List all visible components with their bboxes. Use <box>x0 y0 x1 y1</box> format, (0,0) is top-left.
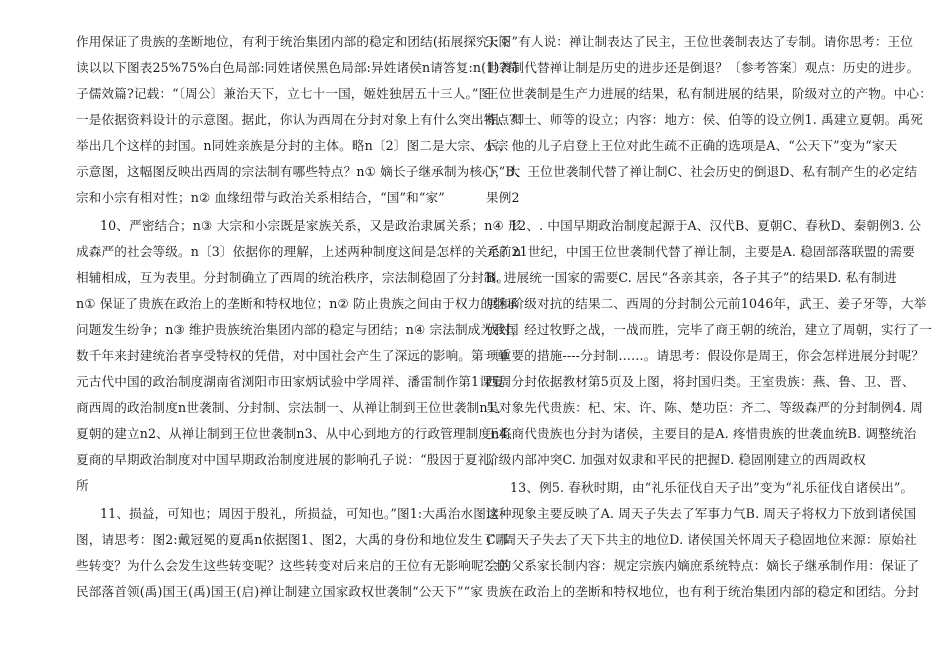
text-line: 伐纣，经过牧野之战，一战而胜，完毕了商王朝的统治，建立了周朝，实行了一 <box>486 322 933 337</box>
text-line: 世袭制代替禅让制是历史的进步还是倒退？〔参考答案〕观点：历史的进步。 <box>486 60 920 75</box>
text-line: 一是依据资料设计的示意图。据此，你认为西周在分封对象上有什么突出特点？ <box>76 112 523 127</box>
text-line: 读以以下图表25%75%白色局部:同姓诸侯黑色局部:异姓诸侯n请答复:n(1)?荀 <box>76 60 520 75</box>
text-line: 西周分封依据教材第5页及上图，将封国归类。王室贵族：燕、鲁、卫、晋、 <box>486 374 915 389</box>
paragraph-start-line: 12、. 中国早期政治制度起源于A、汉代B、夏朝C、春秋D、秦朝例3. 公 <box>510 218 922 233</box>
paragraph-start-line: 11、损益，可知也；周因于殷礼，所损益，可知也。”图1:大禹治水图读 <box>100 506 499 521</box>
text-line: 果例2 <box>486 190 520 205</box>
text-line: 天下”有人说：禅让制表达了民主，王位世袭制表达了专制。请你思考：王位 <box>486 34 914 49</box>
text-line: 相、卿士、师等的设立；内容：地方：侯、伯等的设立例1. 禹建立夏朝。禹死 <box>486 112 924 127</box>
text-line: 贵族在政治上的垄断和特权地位，也有利于统治集团内部的稳定和团结。分封 <box>486 584 920 599</box>
text-line: 商西周的政治制度n世袭制、分封制、宗法制一、从禅让制到王位世袭制n1、 <box>76 400 509 415</box>
text-line: 元前21世纪，中国王位世袭制代替了禅让制，主要是A. 稳固部落联盟的需要 <box>486 244 915 259</box>
text-line: 子儒效篇?记载：“〔周公〕兼治天下，立七十一国，姬姓独居五十三人。”图 <box>76 86 492 101</box>
text-line: 会的父系家长制内容：规定宗族内嫡庶系统特点：嫡长子继承制作用：保证了 <box>486 558 920 573</box>
text-line: 问题发生纷争；n③ 维护贵族统治集团内部的稳定与团结；n④ 宗法制成为我国 <box>76 322 519 337</box>
text-line: 王位世袭制是生产力进展的结果，私有制进展的结果，阶级对立的产物。中心： <box>486 86 933 101</box>
text-line: 数千年来封建统治者享受特权的凭借，对中国社会产生了深远的影响。第一单 <box>76 348 510 363</box>
text-line: 项重要的措施----分封制……。请思考：假设你是周王，你会怎样进展分封呢？ <box>486 348 925 363</box>
text-line: 所 <box>76 478 89 493</box>
text-line: B. 进展统一国家的需要C. 居民“各亲其亲，各子其子”的结果D. 私有制进 <box>486 270 897 285</box>
text-line: 图，请思考：图2:戴冠冕的夏禹n依据图1、图2，大禹的身份和地位发生了哪 <box>76 532 509 547</box>
text-line: 展和阶级对抗的结果二、西周的分封制公元前1046年，武王、姜子牙等，大举 <box>486 296 927 311</box>
text-line: 下”B、王位世袭制代替了禅让制C、社会历史的倒退D、私有制产生的必定结 <box>486 164 918 179</box>
text-line: 示意图，这幅图反映出西周的宗法制有哪些特点？n① 嫡长子继承制为核心，大 <box>76 164 521 179</box>
text-line: 后，他的儿子启登上王位对此生疏不正确的选项是A、“公天下”变为“家天 <box>486 138 898 153</box>
text-line: 宗和小宗有相对性；n② 血缘纽带与政治关系相结合，“国”和“家” <box>76 190 445 205</box>
text-line: 民部落首领(禹)国王(禹)国王(启)禅让制建立国家政权世袭制“公天下”“家 <box>76 584 483 599</box>
text-line: 夏商的早期政治制度对中国早期政治制度进展的影响孔子说：“殷因于夏礼， <box>76 452 504 467</box>
text-line: 成森严的社会等级。n〔3〕依据你的理解，上述两种制度这间是怎样的关系？n <box>76 244 522 259</box>
text-line: 阶级内部冲突C. 加强对奴隶和平民的把握D. 稳固刚建立的西周政权 <box>486 452 866 467</box>
text-line: 些转变？为什么会发生这些转变呢？这些转变对后来启的王位有无影响呢？臣 <box>76 558 510 573</box>
text-line: C. 周天子失去了天下共主的地位D. 诸侯国关怀周天子稳固地位来源：原始社 <box>486 532 917 547</box>
text-line: 元古代中国的政治制度湖南省浏阳市田家炳试验中学周祥、潘雷制作第1课夏 <box>76 374 505 389</box>
paragraph-start-line: 10、严密结合；n③ 大宗和小宗既是家族关系，又是政治隶属关系；n④ 形 <box>100 218 521 233</box>
text-line: 举出几个这样的封国。n同姓亲族是分封的主体。略n〔2〕图二是大宗、小宗 <box>76 138 509 153</box>
text-line: 相辅相成，互为表里。分封制确立了西周的统治秩序，宗法制稳固了分封制。 <box>76 270 510 285</box>
text-line: 吴对象先代贵族：杞、宋、许、陈、楚功臣：齐二、等级森严的分封制例4. 周 <box>486 400 924 415</box>
paragraph-start-line: 13、例5. 春秋时期，由“礼乐征伐自天子出”变为“礼乐征伐自诸侯出”。 <box>510 480 914 495</box>
text-line: 作用保证了贵族的垄断地位，有利于统治集团内部的稳定和团结(拓展探究):阅 <box>76 34 512 49</box>
text-line: n① 保证了贵族在政治上的垄断和特权地位；n② 防止贵族之间由于权力的继承 <box>76 296 519 311</box>
text-line: 王将商代贵族也分封为诸侯，主要目的是A. 疼惜贵族的世袭血统B. 调整统治 <box>486 426 917 441</box>
text-line: 这种现象主要反映了A. 周天子失去了军事力气B. 周天子将权力下放到诸侯国 <box>486 506 917 521</box>
text-line: 夏朝的建立n2、从禅让制到王位世袭制n3、从中心到地方的行政管理制度n4、 <box>76 426 521 441</box>
